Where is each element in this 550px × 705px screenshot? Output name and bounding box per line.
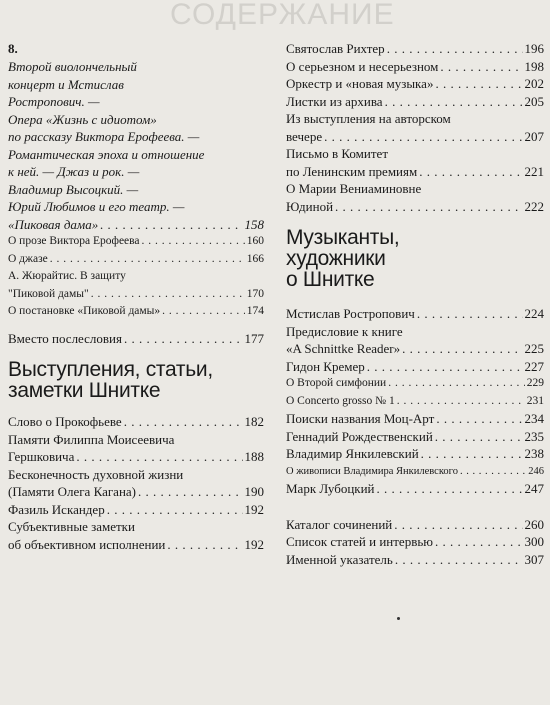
intro-line: Ростропович. — [8, 94, 100, 109]
leader-dots [124, 413, 243, 431]
leader-dots [138, 483, 242, 501]
leader-dots [385, 93, 523, 111]
toc-entry-title: О Concerto grosso № 1 [286, 394, 395, 407]
toc-entry-title: О джазе [8, 252, 48, 265]
toc-entry-title: Каталог сочинений [286, 516, 393, 532]
leader-dots [324, 128, 522, 146]
toc-entry-page: 229 [526, 377, 544, 389]
toc-entry[interactable] [286, 75, 544, 93]
toc-entry-title: об объективном исполнении [8, 536, 166, 552]
toc-entry[interactable] [8, 501, 264, 519]
toc-entry-title: Мстислав Ростропович [286, 306, 415, 321]
toc-entry[interactable] [286, 480, 544, 498]
toc-entry[interactable] [286, 40, 544, 58]
toc-entry-page: 188 [244, 449, 264, 464]
toc-entry[interactable] [8, 330, 264, 348]
leader-dots [435, 75, 522, 93]
toc-entry-title: О прозе Виктора Ерофеева [8, 235, 140, 247]
toc-entry-title: Фазиль Искандер [8, 501, 105, 517]
toc-entry[interactable] [8, 233, 264, 251]
toc-entry-page: 198 [524, 58, 544, 74]
toc-entry[interactable] [286, 410, 544, 428]
intro-line: Владимир Высоцкий. — [8, 181, 139, 197]
toc-left-column [8, 40, 264, 553]
toc-entry-title: Вместо послесловия [8, 330, 122, 346]
intro-line: Второй виолончельный [8, 59, 137, 74]
toc-entry-title: Памяти Филиппа Моисеевича [8, 431, 175, 447]
toc-entry[interactable] [8, 303, 264, 321]
toc-entry[interactable] [286, 93, 544, 111]
toc-entry[interactable] [286, 516, 544, 534]
toc-entry-title: «Пиковая дама» [8, 216, 99, 232]
toc-entry-page: 160 [246, 235, 264, 247]
leader-dots [435, 533, 523, 551]
toc-entry-title: О Марии Вениаминовне [286, 181, 422, 196]
toc-entry-title: вечере [286, 128, 323, 144]
toc-entry[interactable] [8, 466, 264, 501]
section-title: Музыканты, художники о Шнитке [286, 226, 400, 291]
toc-entry-page: 235 [524, 428, 544, 444]
toc-right-column [286, 40, 544, 568]
toc-entry-page: 221 [524, 163, 544, 179]
leader-dots [335, 198, 522, 216]
toc-entry[interactable] [286, 58, 544, 76]
toc-entry-title: (Памяти Олега Кагана) [8, 484, 137, 499]
toc-entry-page: 260 [524, 516, 544, 532]
chapter-intro [8, 58, 264, 216]
toc-entry-page: 222 [524, 198, 544, 214]
toc-entry[interactable] [286, 428, 544, 446]
leader-dots [377, 480, 523, 498]
toc-entry-page: 196 [524, 41, 544, 56]
toc-entry-title: Предисловие к книге [286, 323, 403, 339]
toc-entry-title: Оркестр и «новая музыка» [286, 76, 434, 91]
toc-entry-title: А. Жюрайтис. В защиту [8, 270, 126, 282]
toc-entry-page: 158 [244, 216, 264, 232]
toc-entry[interactable] [286, 533, 544, 551]
toc-entry-page: 300 [524, 534, 544, 549]
leader-dots [76, 448, 242, 466]
toc-entry-page: 202 [524, 76, 544, 91]
toc-entry-title: Марк Лубоцкий [286, 481, 375, 496]
toc-entry-title: О постановке «Пиковой дамы» [8, 305, 161, 317]
leader-dots [436, 410, 522, 428]
toc-entry-page: 170 [246, 287, 264, 300]
toc-entry-title: Поиски названия Моц-Арт [286, 411, 435, 426]
intro-line: Романтическая эпоха и отношение [8, 146, 205, 162]
leader-dots [142, 233, 245, 251]
toc-entry-title: О Второй симфонии [286, 377, 387, 389]
leader-dots [388, 375, 525, 393]
leader-dots [50, 251, 245, 269]
leader-dots [162, 303, 245, 321]
leader-dots [367, 358, 523, 376]
toc-entry[interactable] [286, 375, 544, 393]
toc-entry-page: 307 [524, 551, 544, 567]
leader-dots [440, 58, 522, 76]
toc-entry[interactable] [8, 518, 264, 553]
leader-dots [419, 163, 522, 181]
toc-entry-title: Гидон Кремер [286, 358, 365, 374]
toc-entry-page: 224 [524, 306, 544, 321]
toc-entry[interactable] [286, 323, 544, 358]
leader-dots [124, 330, 243, 348]
toc-entry[interactable] [286, 180, 544, 215]
toc-entry-page: 247 [524, 481, 544, 496]
leader-dots [394, 516, 522, 534]
toc-entry-page: 192 [244, 536, 264, 552]
toc-entry-title: Гершковича [8, 449, 75, 464]
toc-entry-page: 174 [246, 305, 264, 317]
toc-entry-page: 166 [246, 252, 264, 265]
leader-dots [395, 551, 523, 569]
leader-dots [435, 428, 523, 446]
toc-entry[interactable] [286, 145, 544, 180]
toc-entry[interactable] [286, 393, 544, 411]
leader-dots [397, 393, 525, 411]
leader-dots [460, 463, 526, 481]
leader-dots [167, 536, 242, 554]
intro-line: к ней. — Джаз и рок. — [8, 164, 140, 179]
leader-dots [421, 445, 523, 463]
toc-entry-page: 227 [524, 358, 544, 374]
toc-entry-title: «A Schnittke Reader» [286, 341, 401, 356]
toc-entry[interactable] [8, 431, 264, 466]
leader-dots [100, 216, 242, 234]
toc-entry[interactable] [286, 358, 544, 376]
toc-entry-title: О серьезном и несерьезном [286, 58, 439, 74]
intro-line: по рассказу Виктора Ерофеева. — [8, 129, 200, 144]
toc-entry-page: 190 [244, 484, 264, 499]
leader-dots [91, 286, 245, 304]
leader-dots [107, 501, 243, 519]
toc-entry-page: 238 [524, 446, 544, 461]
toc-entry-title: Бесконечность духовной жизни [8, 466, 184, 482]
toc-entry-page: 225 [524, 341, 544, 356]
toc-entry-page: 231 [526, 394, 544, 407]
toc-entry-title: Юдиной [286, 198, 334, 214]
toc-entry[interactable] [286, 463, 544, 481]
toc-entry-title: Из выступления на авторском [286, 111, 451, 126]
toc-entry-title: Слово о Прокофьеве [8, 414, 122, 429]
toc-entry[interactable] [8, 216, 264, 234]
toc-entry-title: Владимир Янкилевский [286, 446, 419, 461]
toc-entry-title: Список статей и интервью [286, 534, 433, 549]
leader-dots [402, 340, 522, 358]
chapter-number: 8. [8, 41, 18, 56]
toc-entry-page: 192 [244, 501, 264, 517]
toc-entry[interactable] [8, 251, 264, 269]
toc-entry[interactable] [8, 268, 264, 303]
toc-entry-title: Листки из архива [286, 93, 383, 109]
intro-line: Опера «Жизнь с идиотом» [8, 111, 157, 127]
ink-speck [397, 617, 400, 620]
leader-dots [387, 40, 523, 58]
toc-entry-title: Субъективные заметки [8, 519, 135, 534]
intro-line: концерт и Мстислав [8, 76, 124, 92]
toc-entry-title: Письмо в Комитет [286, 146, 389, 161]
toc-entry-page: 234 [524, 411, 544, 426]
toc-entry[interactable] [286, 110, 544, 145]
toc-entry-title: Именной указатель [286, 551, 393, 567]
toc-entry-page: 205 [524, 93, 544, 109]
toc-entry[interactable] [286, 305, 544, 323]
toc-entry-title: "Пиковой дамы" [8, 287, 89, 300]
toc-entry-page: 177 [244, 330, 264, 346]
toc-entry-title: О живописи Владимира Янкилевского [286, 465, 458, 477]
toc-entry-title: Святослав Рихтер [286, 41, 385, 56]
toc-entry[interactable] [286, 445, 544, 463]
toc-entry[interactable] [286, 551, 544, 569]
toc-entry-page: 182 [244, 414, 264, 429]
bleed-through-heading: СОДЕРЖАНИЕ [170, 0, 395, 31]
toc-entry-title: Геннадий Рождественский [286, 428, 433, 444]
leader-dots [417, 305, 523, 323]
toc-entry[interactable] [8, 413, 264, 431]
toc-entry-page: 207 [524, 128, 544, 144]
section-title: Выступления, статьи, заметки Шнитке [8, 358, 213, 402]
intro-line: Юрий Любимов и его театр. — [8, 199, 185, 214]
toc-entry-page: 246 [528, 465, 544, 477]
toc-entry-title: по Ленинским премиям [286, 163, 418, 179]
